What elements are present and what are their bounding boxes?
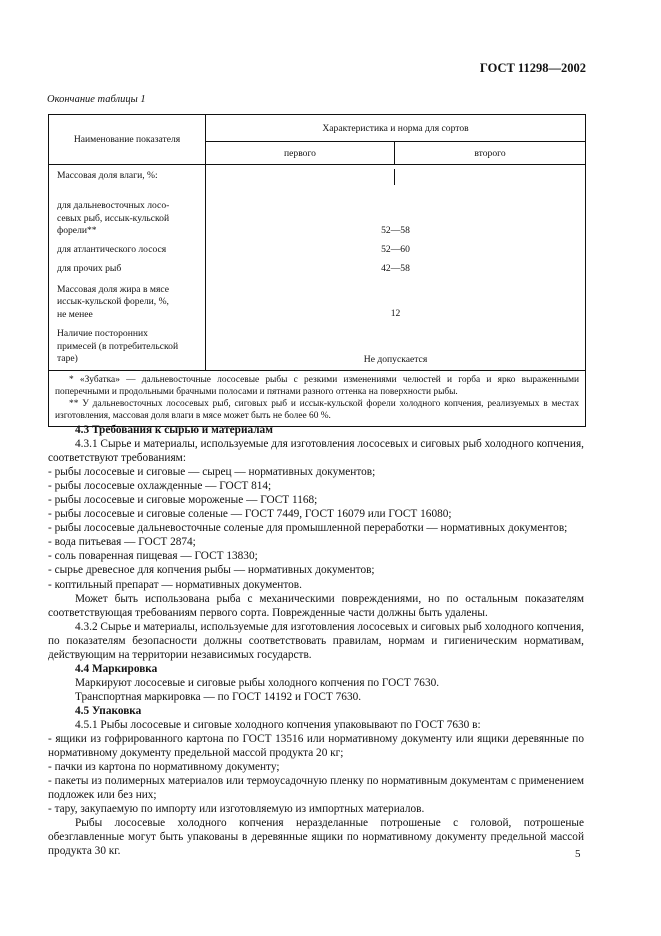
column-header-name: Наименование показателя — [49, 115, 206, 165]
row-name: Массовая доля жира в мясе иссык-кульской форели, %, не менее — [49, 276, 206, 322]
column-header-first-grade: первого — [206, 142, 395, 165]
list-item: - рыбы лососевые и сиговые мороженые — ГОСТ 1168; — [48, 494, 318, 507]
row-name: для дальневосточных лосо- севых рыб, иссык-кульской форели** — [49, 192, 206, 238]
table-row — [49, 238, 586, 257]
row-name: для атлантического лосося — [49, 238, 206, 257]
column-header-second-grade: второго — [395, 142, 586, 165]
paragraph: Рыбы лососевые холодного копчения неразделанные потрошеные с головой, потрошеные обезглавленные могут быть упакованы в деревянные ящики по нормативному документу предельной массой продукта 30 кг. — [48, 817, 584, 858]
list-item: - рыбы лососевые и сиговые — сырец — нормативных документов; — [48, 466, 376, 479]
list-item: - тару, закупаемую по импорту или изготовляемую из импортных материалов. — [48, 803, 425, 816]
paragraph: Маркируют лососевые и сиговые рыбы холодного копчения по ГОСТ 7630. — [75, 676, 440, 689]
column-divider-stub — [394, 169, 395, 185]
list-item: - соль поваренная пищевая — ГОСТ 13830; — [48, 550, 258, 563]
quality-table — [48, 114, 586, 427]
footnote: ** У дальневосточных лососевых рыб, сиговых рыб и иссык-кульской форели холодного копчения, реализуемых в местах изготовления, массовая доля влаги в мясе может быть не более 60 %. — [55, 399, 580, 422]
list-item: - коптильный препарат — нормативных документов. — [48, 578, 302, 591]
table-caption: Окончание таблицы 1 — [47, 94, 146, 105]
paragraph-4-5-1: 4.5.1 Рыбы лососевые и сиговые холодного копчения упаковывают по ГОСТ 7630 в: — [75, 718, 481, 731]
row-value: 12 — [206, 276, 586, 322]
list-item: - вода питьевая — ГОСТ 2874; — [48, 536, 196, 549]
footnote: * «Зубатка» — дальневосточные лососевые рыбы с резкими изменениями челюстей и горба и ярко выраженными поперечными и продольными брачными полосами и пятнами разного оттенка на поверхности рыбы. — [55, 374, 580, 397]
row-name: для прочих рыб — [49, 257, 206, 276]
table-row — [49, 257, 586, 276]
list-item: - сырье древесное для копчения рыбы — нормативных документов; — [48, 564, 375, 577]
standard-header: ГОСТ 11298—2002 — [479, 61, 586, 75]
list-item: - рыбы лососевые дальневосточные соленые для промышленной переработки — нормативных документов; — [48, 522, 568, 535]
list-item: - пачки из картона по нормативному документу; — [48, 761, 280, 774]
row-name: Массовая доля влаги, %: — [49, 165, 206, 193]
row-value: 52—58 — [206, 192, 586, 238]
page-number: 5 — [575, 848, 581, 860]
paragraph-4-3-2: 4.3.2 Сырье и материалы, используемые для изготовления лососевых и сиговых рыб холодного копчения, по показателям безопасности должны соответствовать правилам, нормам и гигиеническим нормативам, действующим на территории независимых государств. — [48, 620, 584, 661]
list-item: - ящики из гофрированного картона по ГОСТ 13516 или нормативному документу или ящики деревянные по нормативному документу предельной массой продукта 20 кг; — [48, 733, 584, 760]
paragraph-4-3-1: 4.3.1 Сырье и материалы, используемые для изготовления лососевых и сиговых рыб холодного копчения, соответствуют требованиям: — [48, 438, 584, 465]
table-footnotes — [49, 370, 586, 426]
paragraph: Транспортная маркировка — по ГОСТ 14192 и ГОСТ 7630. — [75, 690, 362, 703]
row-value — [206, 165, 586, 193]
table-row — [49, 276, 586, 322]
section-title-4-3: 4.3 Требования к сырью и материалам — [75, 424, 273, 436]
paragraph: Может быть использована рыба с механическими повреждениями, но по остальным показателям соответствующая требованиям первого сорта. Поврежденные части должны быть удалены. — [48, 592, 584, 619]
row-value: 42—58 — [206, 257, 586, 276]
main-text — [48, 423, 584, 858]
table-row — [49, 165, 586, 193]
column-header-characteristic: Характеристика и норма для сортов — [206, 115, 586, 142]
section-title-4-5: 4.5 Упаковка — [75, 704, 142, 717]
table-row — [49, 321, 586, 370]
row-value: Не допускается — [206, 321, 586, 370]
row-value: 52—60 — [206, 238, 586, 257]
section-title-4-4: 4.4 Маркировка — [75, 662, 158, 675]
list-item: - рыбы лососевые и сиговые соленые — ГОСТ 7449, ГОСТ 16079 или ГОСТ 16080; — [48, 508, 452, 521]
list-item: - пакеты из полимерных материалов или термоусадочную пленку по нормативным документам с применением подложек или без них; — [48, 775, 584, 802]
table-row — [49, 192, 586, 238]
list-item: - рыбы лососевые охлажденные — ГОСТ 814; — [48, 480, 272, 493]
row-name: Наличие посторонних примесей (в потребительской таре) — [49, 321, 206, 370]
